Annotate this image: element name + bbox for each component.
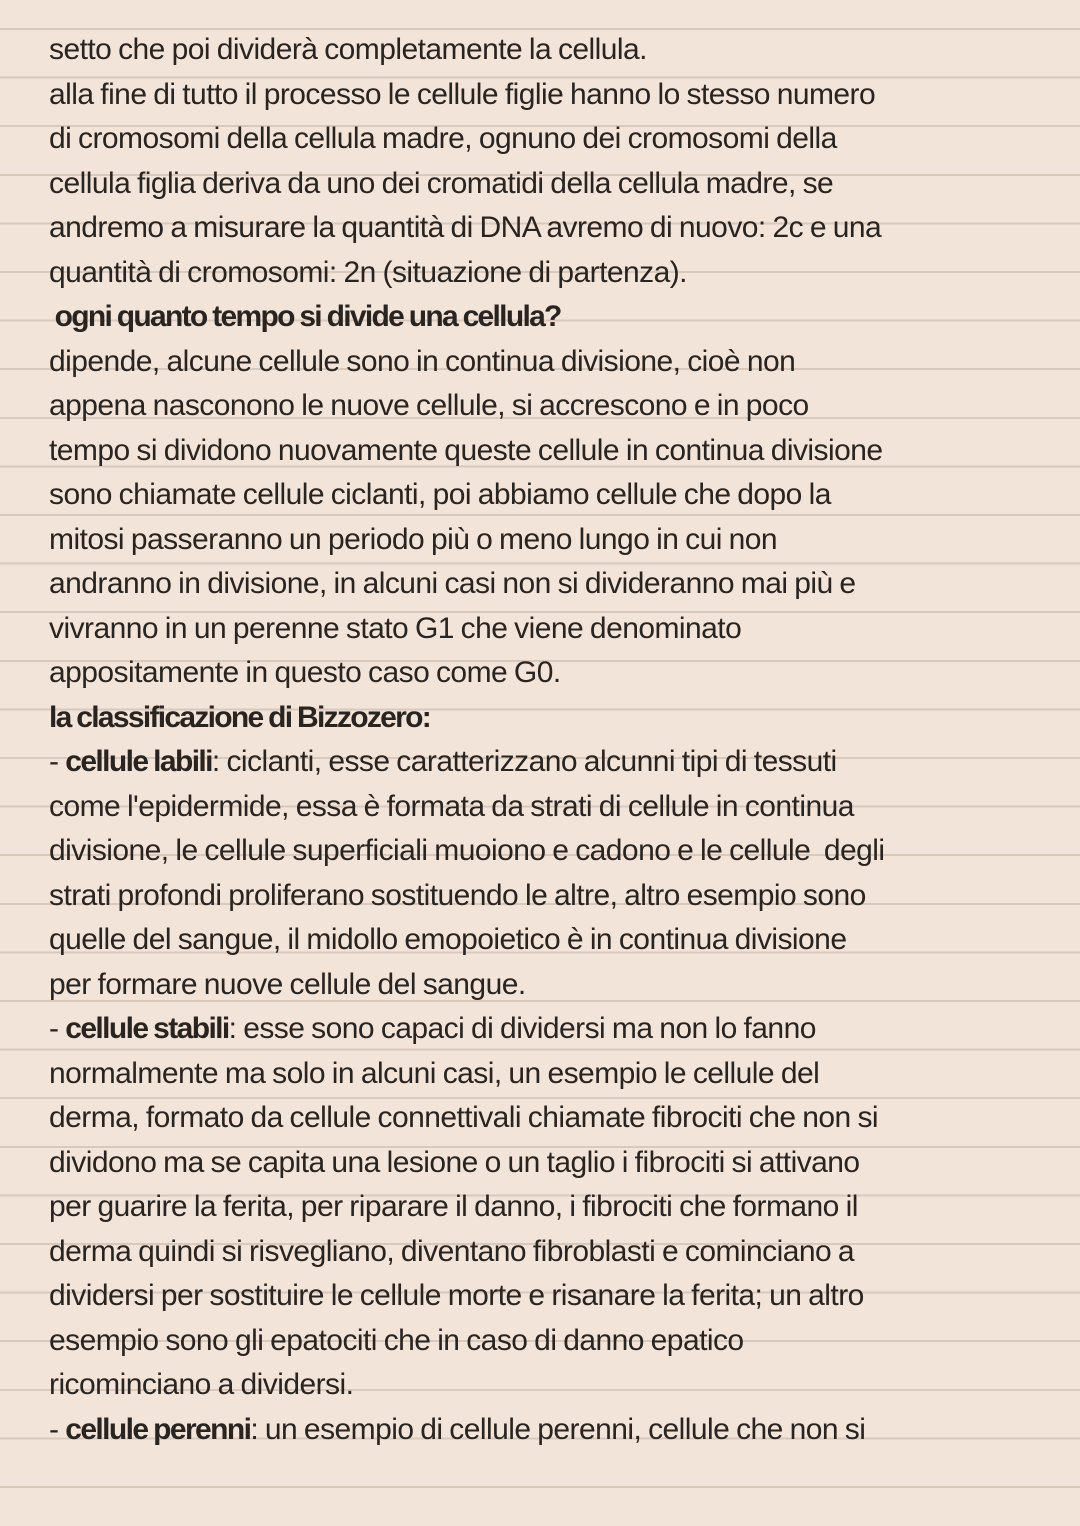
- bold-term: cellule stabili: [65, 1012, 229, 1045]
- text-line: [49, 1278, 864, 1314]
- text-line: [49, 1145, 860, 1181]
- section-heading: [49, 299, 561, 335]
- text-segment: -: [49, 1012, 66, 1045]
- text-segment: mitosi passeranno un periodo più o meno lungo in cui non: [49, 522, 778, 556]
- text-segment: di cromosomi della cellula madre, ognuno dei cromosomi della: [49, 122, 837, 155]
- text-line: [49, 1100, 878, 1136]
- bold-term: cellule labili: [65, 745, 212, 778]
- text-segment: dividersi per sostituire le cellule morte e risanare la ferita; un altro: [49, 1279, 864, 1312]
- text-line: [49, 655, 561, 691]
- text-segment: setto che poi dividerà completamente la cellula.: [49, 33, 647, 66]
- text-line: [49, 166, 833, 202]
- text-segment: andremo a misurare la quantità di DNA avremo di nuovo: 2c e una: [49, 211, 882, 244]
- text-segment: per guarire la ferita, per riparare il danno, i fibrociti che formano il: [49, 1190, 858, 1223]
- text-line: [49, 1056, 819, 1092]
- text-segment: dividono ma se capita una lesione o un taglio i fibrociti si attivano: [49, 1145, 860, 1179]
- text-line: [49, 967, 526, 1003]
- text-segment: quantità di cromosomi: 2n (situazione di partenza).: [49, 255, 687, 289]
- text-line: [49, 833, 884, 869]
- text-segment: derma, formato da cellule connettivali chiamate fibrociti che non si: [49, 1101, 879, 1134]
- text-segment: appena nasconono le nuove cellule, si accrescono e in poco: [49, 389, 809, 422]
- text-segment: quelle del sangue, il midollo emopoietico è in continua divisione: [49, 923, 847, 956]
- text-segment: -: [49, 1412, 66, 1446]
- text-line: [49, 566, 856, 602]
- text-line: [49, 611, 741, 647]
- text-line: [49, 522, 777, 558]
- bold-term: la classificazione di Bizzozero:: [49, 700, 431, 734]
- bold-term: cellule perenni: [65, 1412, 251, 1446]
- text-line: [49, 344, 795, 380]
- text-segment: vivranno in un perenne stato G1 che viene denominato: [49, 611, 742, 645]
- text-line: [49, 121, 837, 157]
- text-segment: : un esempio di cellule perenni, cellule che non si: [250, 1412, 866, 1446]
- text-segment: appositamente in questo caso come G0.: [49, 656, 561, 689]
- text-segment: andranno in divisione, in alcuni casi non si divideranno mai più e: [49, 567, 856, 600]
- text-line: [49, 32, 647, 68]
- text-line: [49, 477, 831, 513]
- text-line: [49, 255, 687, 291]
- text-segment: per formare nuove cellule del sangue.: [49, 967, 526, 1001]
- section-heading: [49, 700, 430, 736]
- text-line: [49, 433, 882, 469]
- text-line: [49, 1323, 744, 1359]
- text-line: [49, 388, 809, 424]
- text-line: [49, 1234, 854, 1270]
- text-segment: come l'epidermide, essa è formata da strati di cellule in continua: [49, 789, 854, 823]
- text-line: [49, 210, 881, 246]
- text-segment: esempio sono gli epatociti che in caso di danno epatico: [49, 1323, 744, 1357]
- bold-term: ogni quanto tempo si divide una cellula?: [49, 300, 561, 333]
- text-segment: : ciclanti, esse caratterizzano alcunni tipi di tessuti: [211, 745, 837, 778]
- text-segment: alla fine di tutto il processo le cellule figlie hanno lo stesso numero: [49, 77, 876, 111]
- text-segment: sono chiamate cellule ciclanti, poi abbiamo cellule che dopo la: [49, 478, 831, 511]
- text-segment: derma quindi si risvegliano, diventano fibroblasti e cominciano a: [49, 1234, 855, 1268]
- text-segment: ricominciano a dividersi.: [49, 1368, 354, 1401]
- text-line: [49, 878, 866, 914]
- text-segment: tempo si dividono nuovamente queste cellule in continua divisione: [49, 433, 883, 467]
- text-line: [49, 789, 854, 825]
- text-segment: -: [49, 745, 66, 778]
- text-segment: dipende, alcune cellule sono in continua divisione, cioè non: [49, 344, 796, 378]
- text-segment: cellula figlia deriva da uno dei cromatidi della cellula madre, se: [49, 166, 834, 200]
- text-line: [49, 922, 846, 958]
- text-segment: strati profondi proliferano sostituendo le altre, altro esempio sono: [49, 878, 866, 912]
- text-line: [49, 77, 875, 113]
- text-segment: normalmente ma solo in alcuni casi, un esempio le cellule del: [49, 1056, 820, 1090]
- text-segment: divisione, le cellule superficiali muoiono e cadono e le cellule degli: [49, 834, 885, 867]
- text-line: [49, 1189, 858, 1225]
- text-line: [49, 1011, 816, 1047]
- text-line: [49, 744, 837, 780]
- text-segment: : esse sono capaci di dividersi ma non lo fanno: [228, 1012, 816, 1045]
- text-line: [49, 1367, 353, 1403]
- text-line: [49, 1412, 865, 1448]
